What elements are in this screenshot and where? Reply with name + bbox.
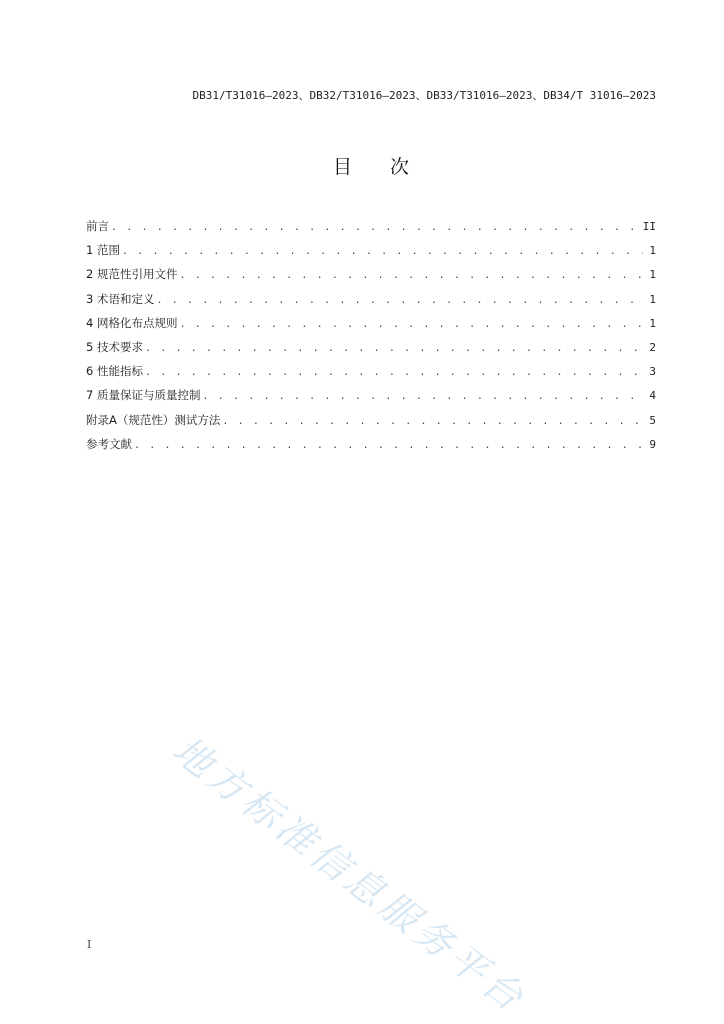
toc-leader-dots bbox=[222, 416, 643, 427]
toc-entry-terms-definitions[interactable] bbox=[86, 291, 656, 315]
toc-leader-dots bbox=[179, 270, 643, 281]
toc-entry-page: 2 bbox=[649, 340, 656, 354]
toc-leader-dots bbox=[202, 391, 643, 402]
toc-entry-page: 5 bbox=[649, 413, 656, 427]
toc-entry-foreword[interactable] bbox=[86, 218, 656, 242]
toc-entry-label: 4 网格化布点规则 bbox=[86, 315, 178, 330]
toc-entry-appendix-a[interactable] bbox=[86, 412, 656, 436]
toc-leader-dots bbox=[179, 319, 643, 330]
toc-entry-label: 前言 bbox=[86, 219, 109, 233]
toc-entry-page: 1 bbox=[649, 316, 656, 330]
toc-entry-page: 1 bbox=[649, 292, 656, 306]
toc-entry-label: 参考文献 bbox=[86, 436, 132, 451]
platform-watermark: 地方标准信息服务平台 bbox=[164, 727, 535, 1022]
toc-leader-dots bbox=[111, 222, 637, 233]
toc-leader-dots bbox=[156, 295, 643, 306]
toc-leader-dots bbox=[145, 343, 643, 354]
toc-entry-page: 1 bbox=[649, 244, 656, 258]
toc-entry-page: 3 bbox=[649, 365, 656, 379]
toc-entry-page: 9 bbox=[649, 437, 656, 451]
toc-entry-label: 3 术语和定义 bbox=[86, 291, 155, 306]
toc-entry-technical-requirements[interactable] bbox=[86, 339, 656, 363]
toc-entry-label: 7 质量保证与质量控制 bbox=[86, 388, 201, 403]
toc-title-char-2: 次 bbox=[390, 156, 410, 178]
toc-entry-label: 附录A（规范性）测试方法 bbox=[86, 412, 221, 427]
toc-entry-page: 4 bbox=[649, 389, 656, 403]
toc-entry-grid-layout-rules[interactable] bbox=[86, 315, 656, 339]
toc-entry-normative-references[interactable] bbox=[86, 266, 656, 290]
toc-leader-dots bbox=[134, 440, 643, 451]
toc-entry-quality-assurance[interactable] bbox=[86, 387, 656, 411]
toc-entry-performance-indicators[interactable] bbox=[86, 363, 656, 387]
toc-leader-dots bbox=[145, 367, 643, 378]
standard-number-header: DB31/T31016—2023、DB32/T31016—2023、DB33/T31016—2023、DB34/T 31016—2023 bbox=[192, 89, 656, 102]
toc-entry-label: 1 范围 bbox=[86, 243, 120, 258]
toc-leader-dots bbox=[122, 246, 643, 257]
toc-entry-bibliography[interactable] bbox=[86, 436, 656, 460]
page-number: I bbox=[87, 938, 92, 951]
toc-list bbox=[86, 218, 656, 460]
toc-title-char-1: 目 bbox=[332, 156, 352, 178]
toc-entry-label: 5 技术要求 bbox=[86, 339, 143, 354]
toc-title bbox=[0, 152, 724, 179]
toc-entry-label: 6 性能指标 bbox=[86, 364, 143, 379]
toc-entry-page: II bbox=[642, 220, 656, 233]
toc-entry-page: 1 bbox=[649, 268, 656, 282]
toc-entry-label: 2 规范性引用文件 bbox=[86, 267, 178, 282]
toc-entry-scope[interactable] bbox=[86, 242, 656, 266]
